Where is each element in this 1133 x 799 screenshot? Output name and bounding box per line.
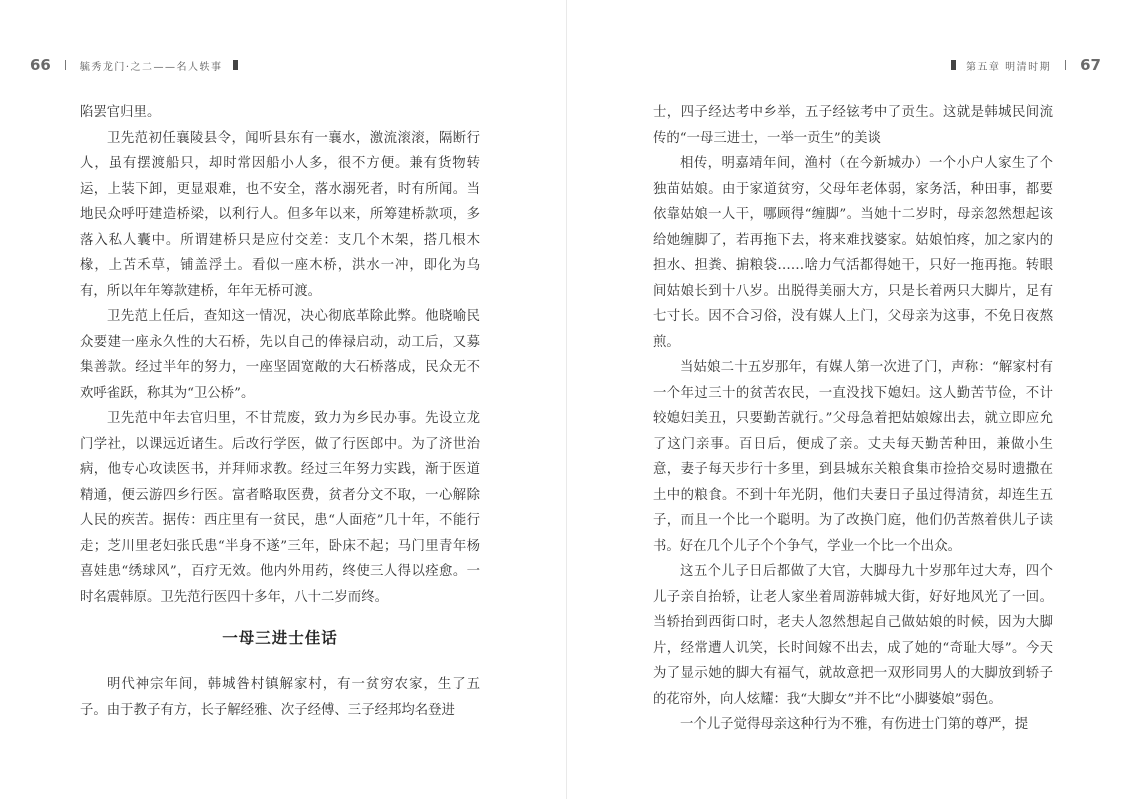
paragraph: 当姑娘二十五岁那年，有媒人第一次进了门，声称：“解家村有一个年过三十的贫苦农民，一直没找下媳妇。这人勤苦节俭，不计较媳妇美丑，只要勤苦就行。”父母急着把姑娘嫁出去，就立即应允了这门亲事。百日后，便成了亲。丈夫每天勤苦种田，兼做小生意，妻子每天步行十多里，到县城东关粮食集市捡拾交易时遗撒在土中的粮食。不到十年光阴，他们夫妻日子虽过得清贫，却连生五子，而且一个比一个聪明。为了改换门庭，他们仍苦熬着供儿子读书。好在几个儿子个个争气，学业一个比一个出众。: [653, 360, 1053, 554]
left-page-body: [80, 100, 480, 723]
paragraph: 卫先范中年去官归里，不甘荒废，致力为乡民办事。先设立龙门学社，以课远近诸生。后改行学医，做了行医郎中。为了济世治病，他专心攻读医书，并拜师求教。经过三年努力实践，渐于医道精通，便云游四乡行医。富者略取医费，贫者分文不取，一心解除人民的疾苦。据传：西庄里有一贫民，患“人面疮”几十年，不能行走；芝川里老妇张氏患“半身不遂”三年，卧床不起；马门里青年杨喜娃患“绣球风”，百疗无效。他内外用药，终使三人得以痊愈。一时名震韩原。卫先范行医四十多年，八十二岁而终。: [80, 411, 480, 605]
paragraph: 陷罢官归里。: [80, 105, 161, 120]
right-header-title: 第五章 明清时期: [965, 61, 1052, 73]
paragraph: 卫先范上任后，查知这一情况，决心彻底革除此弊。他晓喻民众要建一座永久性的大石桥，先以自己的俸禄启动，动工后，又募集善款。经过半年的努力，一座坚固宽敞的大石桥落成，民众无不欢呼雀跃，称其为“卫公桥”。: [80, 309, 480, 401]
right-running-header: [941, 54, 1101, 76]
header-divider: [65, 60, 66, 70]
left-header-title: 毓秀龙门·之二——名人轶事: [79, 61, 223, 73]
paragraph: 明代神宗年间，韩城昝村镇解家村，有一贫穷农家，生了五子。由于教子有方，长子解经雅、次子经傅、三子经邦均名登进: [80, 677, 480, 718]
paragraph: 这五个儿子日后都做了大官，大脚母九十岁那年过大寿，四个儿子亲自抬轿，让老人家坐着周游韩城大街，好好地风光了一回。当轿抬到西街口时，老夫人忽然想起自己做姑娘的时候，因为大脚片，经常遭人讥笑，长时间嫁不出去，成了她的“奇耻大辱”。今天为了显示她的脚大有福气，就故意把一双形同男人的大脚放到轿子的花帘外，向人炫耀：我“大脚女”并不比“小脚婆娘”弱色。: [653, 564, 1053, 707]
paragraph: 卫先范初任襄陵县令，闻听县东有一襄水，激流滚滚，隔断行人，虽有摆渡船只，却时常因船小人多，很不方便。兼有货物转运，上装下卸，更显艰难，也不安全，落水溺死者，时有所闻。当地民众呼吁建造桥梁，以利行人。但多年以来，所筹建桥款项，多落入私人囊中。所谓建桥只是应付交差：支几个木架，搭几根木椽，上苫禾草，铺盖浮土。看似一座木桥，洪水一冲，即化为乌有，所以年年筹款建桥，年年无桥可渡。: [80, 130, 480, 299]
right-page-body: [653, 100, 1053, 738]
paragraph: 相传，明嘉靖年间，渔村（在今新城办）一个小户人家生了个独苗姑娘。由于家道贫穷，父母年老体弱，家务活，种田事，都要依靠姑娘一人干，哪顾得“缠脚”。当她十二岁时，母亲忽然想起该给她缠脚了，若再拖下去，将来难找婆家。姑娘怕疼，加之家内的担水、担粪、掮粮袋……啥力气活都得她干，只好一拖再拖。转眼间姑娘长到十八岁。出脱得美丽大方，只是长着两只大脚片，足有七寸长。因不合习俗，没有媒人上门，父母亲为这事，不免日夜熬煎。: [653, 156, 1053, 350]
left-running-header: [30, 54, 248, 76]
paragraph: 一个儿子觉得母亲这种行为不雅，有伤进士门第的尊严，提: [680, 717, 1029, 732]
right-page-number: 67: [1080, 56, 1101, 74]
header-block-mark: [951, 60, 956, 70]
header-block-mark: [233, 60, 238, 70]
header-divider: [1065, 60, 1066, 70]
left-page-number: 66: [30, 56, 51, 74]
left-page: [0, 0, 566, 799]
section-heading: 一母三进士佳话: [222, 628, 338, 647]
right-page: [567, 0, 1133, 799]
paragraph: 士，四子经达考中乡举，五子经铉考中了贡生。这就是韩城民间流传的“一母三进士，一举一贡生”的美谈: [653, 105, 1053, 146]
